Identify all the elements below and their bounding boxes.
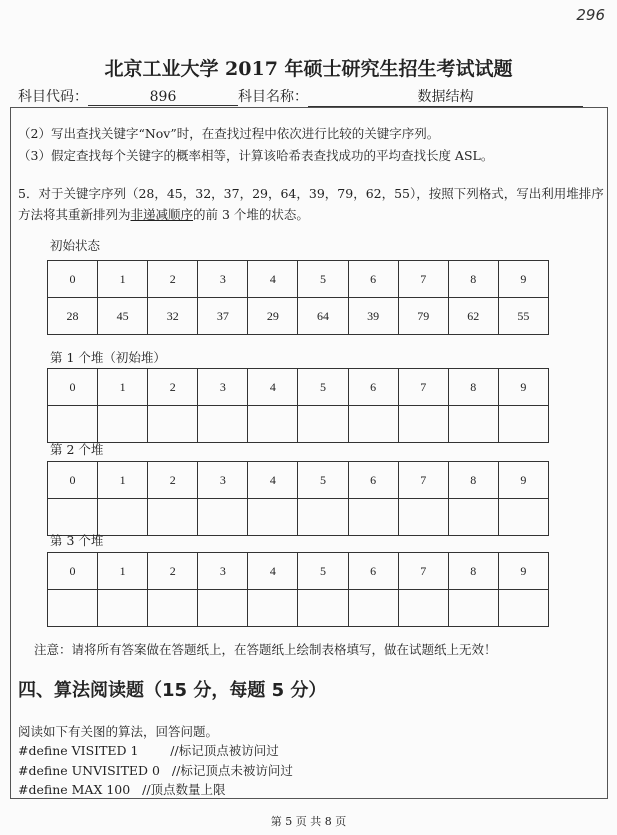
index-cell: 1 xyxy=(98,369,148,406)
question-5-line2 xyxy=(18,205,309,223)
index-cell: 6 xyxy=(348,261,398,298)
q5-text: 方法将其重新排列为 xyxy=(18,207,131,222)
value-cell xyxy=(348,590,398,627)
index-cell: 8 xyxy=(448,462,498,499)
value-cell: 45 xyxy=(98,298,148,335)
handwritten-page-number: 296 xyxy=(576,6,605,24)
heap-table xyxy=(47,260,549,335)
q5-text-end: 的前 3 个堆的状态。 xyxy=(193,207,309,222)
table-row xyxy=(48,499,549,536)
value-cell xyxy=(148,590,198,627)
value-cell xyxy=(448,406,498,443)
index-cell: 2 xyxy=(148,553,198,590)
index-cell: 9 xyxy=(498,462,548,499)
value-cell xyxy=(298,499,348,536)
note: 注意：请将所有答案做在答题纸上，在答题纸上绘制表格填写，做在试题纸上无效！ xyxy=(34,642,497,657)
index-cell: 0 xyxy=(48,369,98,406)
index-cell: 2 xyxy=(148,369,198,406)
value-cell xyxy=(248,406,298,443)
value-cell: 32 xyxy=(148,298,198,335)
value-cell: 55 xyxy=(498,298,548,335)
table-row xyxy=(48,553,549,590)
value-cell xyxy=(148,406,198,443)
index-cell: 3 xyxy=(198,553,248,590)
table-label: 第 1 个堆（初始堆） xyxy=(50,350,166,365)
index-cell: 2 xyxy=(148,462,198,499)
index-cell: 7 xyxy=(398,462,448,499)
code-line: #define VISITED 1 //标记顶点被访问过 xyxy=(18,743,279,758)
value-cell xyxy=(248,499,298,536)
intro-text: 阅读如下有关图的算法，回答问题。 xyxy=(18,724,219,739)
value-cell xyxy=(348,406,398,443)
value-cell xyxy=(48,590,98,627)
index-cell: 7 xyxy=(398,553,448,590)
value-cell xyxy=(498,499,548,536)
page-footer: 第 5 页 共 8 页 xyxy=(270,815,347,828)
value-cell xyxy=(148,499,198,536)
value-cell: 62 xyxy=(448,298,498,335)
value-cell xyxy=(498,590,548,627)
value-cell xyxy=(398,499,448,536)
index-cell: 4 xyxy=(248,462,298,499)
index-cell: 7 xyxy=(398,369,448,406)
question-5-line1: 5．对于关键字序列（28，45，32，37，29，64，39，79，62，55），按照下列格式，写出利用堆排序 xyxy=(18,186,604,201)
value-cell xyxy=(498,406,548,443)
index-cell: 8 xyxy=(448,261,498,298)
heap-table xyxy=(47,461,549,536)
table-label: 初始状态 xyxy=(50,238,101,253)
heap-table xyxy=(47,552,549,627)
index-cell: 0 xyxy=(48,553,98,590)
table-row xyxy=(48,261,549,298)
index-cell: 9 xyxy=(498,553,548,590)
value-cell xyxy=(298,406,348,443)
index-cell: 5 xyxy=(298,462,348,499)
index-cell: 4 xyxy=(248,369,298,406)
table-label: 第 3 个堆 xyxy=(50,533,104,548)
index-cell: 0 xyxy=(48,261,98,298)
value-cell xyxy=(298,590,348,627)
index-cell: 3 xyxy=(198,261,248,298)
index-cell: 9 xyxy=(498,261,548,298)
value-cell xyxy=(248,590,298,627)
value-cell xyxy=(98,590,148,627)
code-line: #define UNVISITED 0 //标记顶点未被访问过 xyxy=(18,763,293,778)
value-cell: 29 xyxy=(248,298,298,335)
subject-code: 896 xyxy=(88,89,238,106)
value-cell: 28 xyxy=(48,298,98,335)
index-cell: 3 xyxy=(198,369,248,406)
value-cell xyxy=(348,499,398,536)
table-row xyxy=(48,369,549,406)
index-cell: 5 xyxy=(298,553,348,590)
value-cell xyxy=(98,406,148,443)
value-cell xyxy=(48,499,98,536)
index-cell: 5 xyxy=(298,369,348,406)
index-cell: 5 xyxy=(298,261,348,298)
question-2: （2）写出查找关键字“Nov”时，在查找过程中依次进行比较的关键字序列。 xyxy=(18,126,440,141)
table-row xyxy=(48,590,549,627)
code-line: #define MAX 100 //顶点数量上限 xyxy=(18,782,226,797)
table-row xyxy=(48,462,549,499)
index-cell: 6 xyxy=(348,462,398,499)
index-cell: 3 xyxy=(198,462,248,499)
index-cell: 4 xyxy=(248,553,298,590)
index-cell: 0 xyxy=(48,462,98,499)
index-cell: 8 xyxy=(448,553,498,590)
section-4-heading: 四、算法阅读题（15 分，每题 5 分） xyxy=(18,680,327,701)
heap-table xyxy=(47,368,549,443)
index-cell: 2 xyxy=(148,261,198,298)
table-row xyxy=(48,298,549,335)
table-row xyxy=(48,406,549,443)
subject-code-label: 科目代码： xyxy=(18,89,88,105)
value-cell: 79 xyxy=(398,298,448,335)
value-cell: 64 xyxy=(298,298,348,335)
index-cell: 7 xyxy=(398,261,448,298)
value-cell xyxy=(98,499,148,536)
value-cell xyxy=(398,590,448,627)
value-cell xyxy=(198,499,248,536)
q5-underlined: 非递减顺序 xyxy=(130,207,194,222)
subject-header xyxy=(18,86,583,107)
value-cell xyxy=(448,499,498,536)
index-cell: 1 xyxy=(98,261,148,298)
index-cell: 6 xyxy=(348,553,398,590)
value-cell xyxy=(398,406,448,443)
index-cell: 8 xyxy=(448,369,498,406)
exam-title: 北京工业大学 2017 年硕士研究生招生考试试题 xyxy=(104,58,513,80)
index-cell: 1 xyxy=(98,462,148,499)
value-cell xyxy=(48,406,98,443)
value-cell xyxy=(198,590,248,627)
table-label: 第 2 个堆 xyxy=(50,442,104,457)
subject-name: 数据结构 xyxy=(308,86,583,107)
question-3: （3）假定查找每个关键字的概率相等，计算该哈希表查找成功的平均查找长度 ASL。 xyxy=(18,148,494,163)
value-cell xyxy=(448,590,498,627)
value-cell xyxy=(198,406,248,443)
index-cell: 9 xyxy=(498,369,548,406)
subject-name-label: 科目名称： xyxy=(238,89,308,105)
index-cell: 6 xyxy=(348,369,398,406)
value-cell: 37 xyxy=(198,298,248,335)
value-cell: 39 xyxy=(348,298,398,335)
index-cell: 1 xyxy=(98,553,148,590)
index-cell: 4 xyxy=(248,261,298,298)
